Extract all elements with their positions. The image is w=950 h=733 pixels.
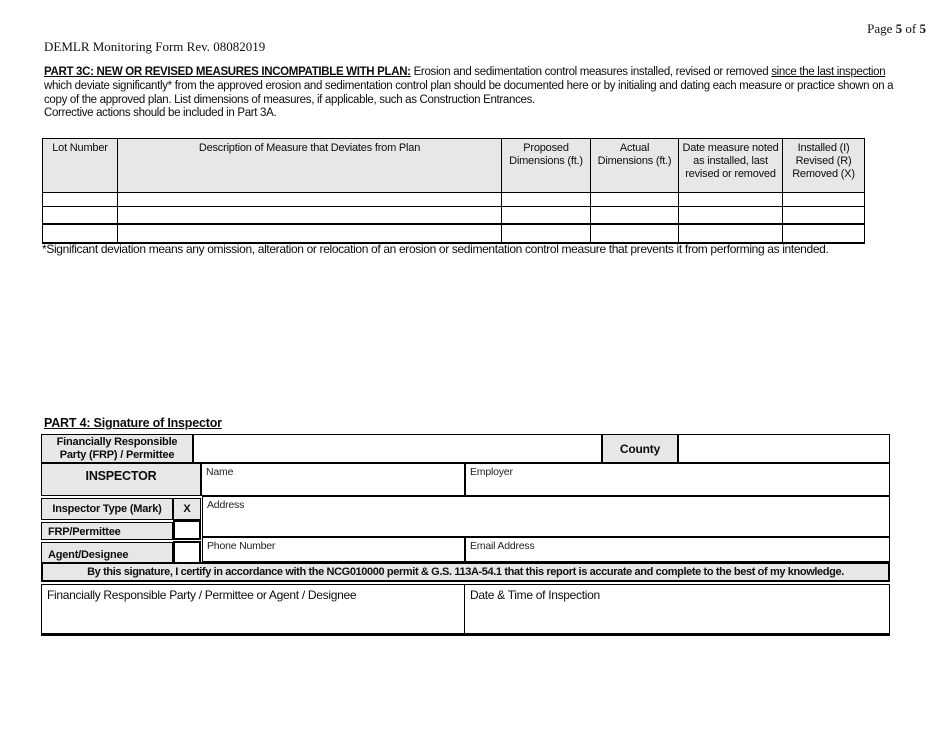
form-revision-label: DEMLR Monitoring Form Rev. 08082019: [44, 39, 266, 54]
col-header-date-measure: Date measure noted as installed, last revised or removed: [679, 139, 783, 193]
significant-deviation-footnote: *Significant deviation means any omission, alteration or relocation of an erosion or sedimentation control measure that prevents it from performing as intended.: [42, 242, 829, 256]
table-cell[interactable]: [679, 224, 783, 243]
col-header-proposed-dimensions: Proposed Dimensions (ft.): [502, 139, 591, 193]
address-field[interactable]: [202, 496, 890, 537]
table-cell[interactable]: [502, 193, 591, 207]
county-label: County: [602, 434, 678, 463]
page-number-total: 5: [919, 21, 926, 36]
part3c-paragraph: [44, 66, 904, 121]
table-cell[interactable]: [783, 224, 865, 243]
email-address-label: Email Address: [470, 540, 535, 552]
name-label: Name: [206, 466, 234, 478]
part4-heading: PART 4: Signature of Inspector: [44, 416, 222, 430]
table-cell[interactable]: [591, 193, 679, 207]
mark-column-header: X: [173, 498, 201, 520]
part3c-body-3: Corrective actions should be included in Part 3A.: [44, 107, 277, 120]
col-header-installed-revised-removed: Installed (I) Revised (R) Removed (X): [783, 139, 865, 193]
part4-signature-table: [41, 434, 890, 636]
table-row: [43, 193, 865, 207]
part3c-body-underlined: since the last inspection: [771, 66, 886, 78]
part3c-body-1: Erosion and sedimentation control measures installed, revised or removed: [410, 66, 772, 78]
table-cell[interactable]: [43, 193, 118, 207]
table-cell[interactable]: [591, 224, 679, 243]
part3c-heading: PART 3C: NEW OR REVISED MEASURES INCOMPATIBLE WITH PLAN:: [44, 66, 411, 78]
table-cell[interactable]: [43, 224, 118, 243]
phone-number-field[interactable]: [202, 537, 465, 562]
deviation-table-header-row: [43, 139, 865, 193]
page-number: [867, 21, 926, 37]
frp-permittee-label: Financially Responsible Party (FRP) / Permittee: [41, 434, 193, 463]
of-word: of: [902, 21, 920, 36]
page-number-current: 5: [895, 21, 903, 36]
inspector-label: INSPECTOR: [41, 463, 201, 496]
part3c-body-2: which deviate significantly* from the approved erosion and sedimentation control plan should be documented here or by initialing and dating each measure or practice shown on a copy of the approved plan. List dimensions of measures, if applicable, such as Construction Entrances.: [44, 79, 894, 106]
frp-permittee-type-label: FRP/Permittee: [41, 522, 173, 540]
employer-label: Employer: [470, 466, 513, 478]
phone-number-label: Phone Number: [207, 540, 276, 552]
address-label: Address: [207, 499, 245, 511]
col-header-lot-number: Lot Number: [43, 139, 118, 193]
inspector-type-label: Inspector Type (Mark): [41, 498, 173, 520]
certification-statement: By this signature, I certify in accordance with the NCG010000 permit & G.S. 113A-54.1 that this report is accurate and complete to the best of my knowledge.: [41, 562, 890, 582]
table-cell[interactable]: [783, 193, 865, 207]
signature-field[interactable]: [41, 584, 465, 636]
table-cell[interactable]: [43, 207, 118, 225]
table-cell[interactable]: [679, 193, 783, 207]
table-cell[interactable]: [679, 207, 783, 225]
page-word: Page: [867, 21, 896, 36]
table-cell[interactable]: [591, 207, 679, 225]
employer-field[interactable]: [465, 463, 890, 496]
email-address-field[interactable]: [465, 537, 890, 562]
table-cell[interactable]: [118, 193, 502, 207]
frp-permittee-field[interactable]: [193, 434, 602, 463]
deviation-table: [42, 138, 865, 244]
table-row: [43, 224, 865, 243]
deviation-table-body: [43, 193, 865, 244]
name-field[interactable]: [201, 463, 465, 496]
table-cell[interactable]: [118, 224, 502, 243]
signature-label: Financially Responsible Party / Permittee or Agent / Designee: [47, 588, 357, 602]
county-field[interactable]: [678, 434, 890, 463]
table-cell[interactable]: [118, 207, 502, 225]
frp-permittee-checkbox[interactable]: [173, 520, 201, 540]
table-row: [43, 207, 865, 225]
table-cell[interactable]: [502, 224, 591, 243]
col-header-description: Description of Measure that Deviates from Plan: [118, 139, 502, 193]
agent-designee-type-label: Agent/Designee: [41, 542, 173, 566]
table-cell[interactable]: [783, 207, 865, 225]
inspection-datetime-field[interactable]: [465, 584, 890, 636]
table-cell[interactable]: [502, 207, 591, 225]
col-header-actual-dimensions: Actual Dimensions (ft.): [591, 139, 679, 193]
inspection-datetime-label: Date & Time of Inspection: [470, 588, 600, 602]
